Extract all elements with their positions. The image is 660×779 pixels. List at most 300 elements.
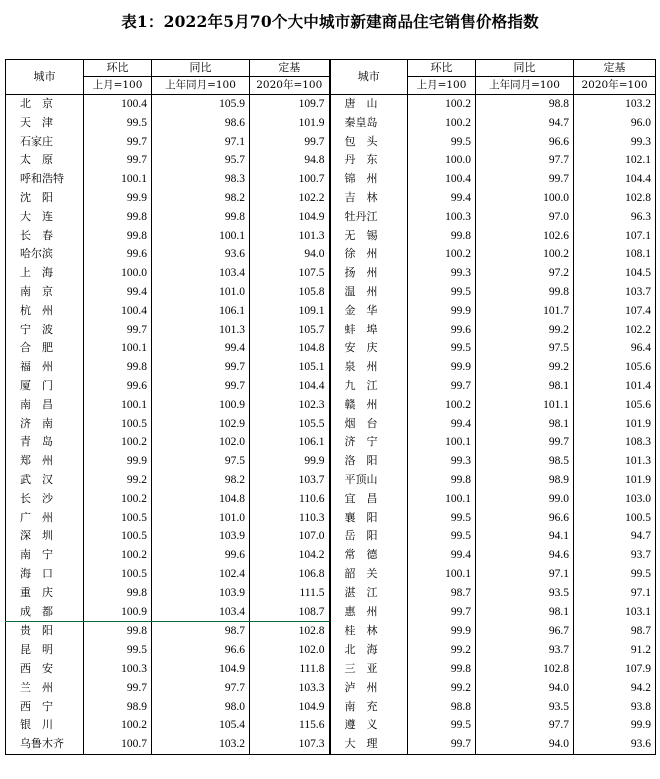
left-mom-cell: 100.0 [84,264,152,283]
right-base-cell: 103.0 [574,490,656,509]
right-mom-cell: 99.7 [408,735,476,754]
right-city-cell: 九 江 [330,377,408,396]
right-base-cell: 101.3 [574,452,656,471]
left-mom-cell: 100.7 [84,735,152,754]
table-body [6,95,656,755]
left-yoy-cell: 97.7 [152,679,250,698]
right-yoy-cell: 93.5 [476,698,574,717]
right-mom-cell: 99.6 [408,321,476,340]
left-base-cell: 115.6 [250,716,330,735]
right-city-cell: 岳 阳 [330,527,408,546]
left-mom-cell: 99.2 [84,471,152,490]
left-city-cell: 银 川 [6,716,84,735]
right-mom-cell: 100.1 [408,565,476,584]
left-yoy-cell: 103.2 [152,735,250,754]
right-mom-cell: 98.8 [408,698,476,717]
table-row [6,490,656,509]
left-yoy-cell: 96.6 [152,641,250,660]
left-base-cell: 103.3 [250,679,330,698]
right-mom-cell: 99.5 [408,527,476,546]
left-base-cell: 102.3 [250,396,330,415]
header-base-left: 定基 [250,60,330,77]
left-city-cell: 郑 州 [6,452,84,471]
left-base-cell: 110.6 [250,490,330,509]
header-city-left: 城市 [6,60,84,95]
subheader-mom-right: 上月=100 [408,77,476,95]
right-base-cell: 96.0 [574,114,656,133]
left-yoy-cell: 98.7 [152,622,250,641]
right-mom-cell: 100.0 [408,151,476,170]
right-mom-cell: 99.3 [408,452,476,471]
right-city-cell: 赣 州 [330,396,408,415]
right-city-cell: 吉 林 [330,189,408,208]
right-base-cell: 105.6 [574,358,656,377]
right-yoy-cell: 98.1 [476,415,574,434]
left-city-cell: 长 沙 [6,490,84,509]
left-mom-cell: 99.7 [84,321,152,340]
right-city-cell: 北 海 [330,641,408,660]
left-base-cell: 104.9 [250,208,330,227]
left-city-cell: 重 庆 [6,584,84,603]
header-yoy-right: 同比 [476,60,574,77]
left-yoy-cell: 104.9 [152,660,250,679]
left-city-cell: 深 圳 [6,527,84,546]
left-base-cell: 110.3 [250,509,330,528]
right-yoy-cell: 98.1 [476,377,574,396]
right-base-cell: 94.2 [574,679,656,698]
table-row [6,735,656,754]
right-mom-cell: 99.5 [408,716,476,735]
right-mom-cell: 99.4 [408,546,476,565]
right-city-cell: 牡丹江 [330,208,408,227]
left-city-cell: 天 津 [6,114,84,133]
left-base-cell: 107.0 [250,527,330,546]
right-yoy-cell: 101.7 [476,302,574,321]
right-base-cell: 101.9 [574,415,656,434]
left-city-cell: 厦 门 [6,377,84,396]
right-mom-cell: 100.2 [408,245,476,264]
right-city-cell: 平顶山 [330,471,408,490]
left-city-cell: 长 春 [6,227,84,246]
right-base-cell: 99.9 [574,716,656,735]
left-yoy-cell: 102.9 [152,415,250,434]
right-yoy-cell: 94.0 [476,735,574,754]
right-base-cell: 94.7 [574,527,656,546]
right-mom-cell: 99.7 [408,377,476,396]
right-yoy-cell: 94.0 [476,679,574,698]
subheader-yoy-left: 上年同月=100 [152,77,250,95]
right-base-cell: 91.2 [574,641,656,660]
right-city-cell: 泸 州 [330,679,408,698]
right-city-cell: 金 华 [330,302,408,321]
price-index-table [5,59,656,755]
table-row [6,603,656,622]
right-mom-cell: 99.3 [408,264,476,283]
left-base-cell: 109.1 [250,302,330,321]
left-yoy-cell: 103.9 [152,527,250,546]
right-yoy-cell: 94.6 [476,546,574,565]
right-city-cell: 徐 州 [330,245,408,264]
left-yoy-cell: 105.9 [152,95,250,114]
right-city-cell: 宜 昌 [330,490,408,509]
right-base-cell: 105.6 [574,396,656,415]
left-yoy-cell: 103.4 [152,264,250,283]
left-mom-cell: 100.3 [84,660,152,679]
right-base-cell: 103.1 [574,603,656,622]
right-yoy-cell: 99.2 [476,321,574,340]
right-yoy-cell: 98.1 [476,603,574,622]
left-yoy-cell: 99.4 [152,339,250,358]
right-base-cell: 99.3 [574,133,656,152]
right-yoy-cell: 99.0 [476,490,574,509]
right-city-cell: 湛 江 [330,584,408,603]
table-row [6,114,656,133]
left-city-cell: 南 宁 [6,546,84,565]
right-yoy-cell: 96.7 [476,622,574,641]
header-base-right: 定基 [574,60,656,77]
left-base-cell: 105.5 [250,415,330,434]
left-base-cell: 100.7 [250,170,330,189]
table-row [6,170,656,189]
left-city-cell: 贵 阳 [6,622,84,641]
right-yoy-cell: 100.2 [476,245,574,264]
right-city-cell: 无 锡 [330,227,408,246]
right-base-cell: 102.2 [574,321,656,340]
table-row [6,339,656,358]
right-base-cell: 98.7 [574,622,656,641]
left-mom-cell: 99.7 [84,151,152,170]
right-mom-cell: 99.5 [408,339,476,358]
table-row [6,546,656,565]
subheader-base-right: 2020年=100 [574,77,656,95]
table-row [6,283,656,302]
right-city-cell: 襄 阳 [330,509,408,528]
right-mom-cell: 99.7 [408,603,476,622]
right-city-cell: 丹 东 [330,151,408,170]
right-mom-cell: 100.2 [408,396,476,415]
right-yoy-cell: 99.7 [476,433,574,452]
right-mom-cell: 99.5 [408,283,476,302]
right-city-cell: 唐 山 [330,95,408,114]
right-base-cell: 108.1 [574,245,656,264]
left-mom-cell: 99.9 [84,189,152,208]
right-mom-cell: 100.2 [408,95,476,114]
left-mom-cell: 100.9 [84,603,152,622]
right-mom-cell: 99.8 [408,471,476,490]
left-city-cell: 海 口 [6,565,84,584]
left-city-cell: 成 都 [6,603,84,622]
right-mom-cell: 99.9 [408,302,476,321]
left-mom-cell: 100.1 [84,396,152,415]
right-yoy-cell: 96.6 [476,509,574,528]
right-base-cell: 108.3 [574,433,656,452]
right-mom-cell: 99.4 [408,189,476,208]
left-city-cell: 兰 州 [6,679,84,698]
right-base-cell: 99.5 [574,565,656,584]
right-mom-cell: 99.9 [408,622,476,641]
header-mom-right: 环比 [408,60,476,77]
right-city-cell: 桂 林 [330,622,408,641]
right-yoy-cell: 102.8 [476,660,574,679]
left-city-cell: 西 安 [6,660,84,679]
table-header [6,60,656,95]
right-base-cell: 101.4 [574,377,656,396]
left-yoy-cell: 98.0 [152,698,250,717]
right-base-cell: 104.4 [574,170,656,189]
left-mom-cell: 99.8 [84,227,152,246]
right-base-cell: 93.6 [574,735,656,754]
right-base-cell: 103.2 [574,95,656,114]
left-yoy-cell: 100.9 [152,396,250,415]
table-row [6,321,656,340]
header-mom-left: 环比 [84,60,152,77]
left-base-cell: 104.8 [250,339,330,358]
table-row [6,377,656,396]
table-row [6,208,656,227]
right-yoy-cell: 101.1 [476,396,574,415]
table-row [6,358,656,377]
left-yoy-cell: 93.6 [152,245,250,264]
right-city-cell: 惠 州 [330,603,408,622]
left-base-cell: 94.8 [250,151,330,170]
left-base-cell: 102.0 [250,641,330,660]
left-city-cell: 广 州 [6,509,84,528]
left-base-cell: 111.8 [250,660,330,679]
right-yoy-cell: 99.7 [476,170,574,189]
right-base-cell: 101.9 [574,471,656,490]
left-base-cell: 107.5 [250,264,330,283]
left-city-cell: 昆 明 [6,641,84,660]
left-city-cell: 武 汉 [6,471,84,490]
left-mom-cell: 99.9 [84,452,152,471]
right-yoy-cell: 98.9 [476,471,574,490]
left-mom-cell: 100.5 [84,527,152,546]
right-yoy-cell: 94.7 [476,114,574,133]
left-yoy-cell: 103.4 [152,603,250,622]
right-yoy-cell: 93.7 [476,641,574,660]
right-base-cell: 93.7 [574,546,656,565]
right-base-cell: 100.5 [574,509,656,528]
subheader-yoy-right: 上年同月=100 [476,77,574,95]
table-row [6,641,656,660]
left-yoy-cell: 105.4 [152,716,250,735]
left-mom-cell: 99.5 [84,641,152,660]
right-city-cell: 秦皇岛 [330,114,408,133]
table-row [6,698,656,717]
right-mom-cell: 100.1 [408,490,476,509]
right-city-cell: 扬 州 [330,264,408,283]
right-mom-cell: 99.2 [408,641,476,660]
left-base-cell: 105.8 [250,283,330,302]
right-city-cell: 包 头 [330,133,408,152]
left-mom-cell: 99.8 [84,208,152,227]
left-mom-cell: 100.5 [84,565,152,584]
left-mom-cell: 100.1 [84,170,152,189]
left-mom-cell: 100.2 [84,716,152,735]
header-city-right: 城市 [330,60,408,95]
left-base-cell: 105.1 [250,358,330,377]
left-city-cell: 上 海 [6,264,84,283]
table-row [6,660,656,679]
left-yoy-cell: 95.7 [152,151,250,170]
table-row [6,264,656,283]
table-row [6,509,656,528]
left-base-cell: 103.7 [250,471,330,490]
right-mom-cell: 100.4 [408,170,476,189]
right-base-cell: 103.7 [574,283,656,302]
table-row [6,527,656,546]
table-title: 表1：2022年5月70个大中城市新建商品住宅销售价格指数 [121,12,539,31]
right-yoy-cell: 102.6 [476,227,574,246]
table-row [6,95,656,114]
left-city-cell: 西 宁 [6,698,84,717]
right-yoy-cell: 97.7 [476,716,574,735]
left-city-cell: 哈尔滨 [6,245,84,264]
right-base-cell: 93.8 [574,698,656,717]
left-base-cell: 101.3 [250,227,330,246]
left-city-cell: 乌鲁木齐 [6,735,84,754]
left-mom-cell: 99.8 [84,358,152,377]
left-city-cell: 北 京 [6,95,84,114]
left-city-cell: 石家庄 [6,133,84,152]
table-row [6,716,656,735]
left-yoy-cell: 99.8 [152,208,250,227]
left-city-cell: 宁 波 [6,321,84,340]
right-base-cell: 96.4 [574,339,656,358]
left-yoy-cell: 99.6 [152,546,250,565]
subheader-mom-left: 上月=100 [84,77,152,95]
table-row [6,151,656,170]
left-base-cell: 105.7 [250,321,330,340]
table-row [6,471,656,490]
left-yoy-cell: 99.7 [152,358,250,377]
right-yoy-cell: 97.7 [476,151,574,170]
right-city-cell: 遵 义 [330,716,408,735]
right-city-cell: 温 州 [330,283,408,302]
table-row [6,622,656,641]
left-city-cell: 呼和浩特 [6,170,84,189]
right-base-cell: 107.1 [574,227,656,246]
left-base-cell: 99.9 [250,452,330,471]
table-row [6,227,656,246]
right-mom-cell: 100.2 [408,114,476,133]
right-mom-cell: 99.5 [408,509,476,528]
table-row [6,133,656,152]
left-yoy-cell: 97.1 [152,133,250,152]
left-base-cell: 104.4 [250,377,330,396]
right-mom-cell: 98.7 [408,584,476,603]
table-row [6,452,656,471]
right-yoy-cell: 99.2 [476,358,574,377]
left-city-cell: 杭 州 [6,302,84,321]
left-yoy-cell: 97.5 [152,452,250,471]
left-mom-cell: 100.2 [84,546,152,565]
left-base-cell: 94.0 [250,245,330,264]
left-mom-cell: 100.4 [84,302,152,321]
right-base-cell: 107.4 [574,302,656,321]
left-mom-cell: 100.4 [84,95,152,114]
table-row [6,679,656,698]
table-row [6,245,656,264]
right-mom-cell: 99.4 [408,415,476,434]
right-city-cell: 泉 州 [330,358,408,377]
left-city-cell: 青 岛 [6,433,84,452]
header-yoy-left: 同比 [152,60,250,77]
left-yoy-cell: 99.7 [152,377,250,396]
table-row [6,302,656,321]
left-mom-cell: 100.2 [84,433,152,452]
right-yoy-cell: 98.5 [476,452,574,471]
left-mom-cell: 99.6 [84,245,152,264]
left-base-cell: 108.7 [250,603,330,622]
left-mom-cell: 100.2 [84,490,152,509]
right-mom-cell: 100.3 [408,208,476,227]
right-yoy-cell: 96.6 [476,133,574,152]
left-yoy-cell: 102.4 [152,565,250,584]
table-row [6,584,656,603]
left-base-cell: 102.2 [250,189,330,208]
left-base-cell: 111.5 [250,584,330,603]
right-city-cell: 济 宁 [330,433,408,452]
right-city-cell: 烟 台 [330,415,408,434]
left-mom-cell: 99.4 [84,283,152,302]
left-yoy-cell: 98.2 [152,189,250,208]
table-row [6,189,656,208]
right-yoy-cell: 99.8 [476,283,574,302]
right-base-cell: 102.8 [574,189,656,208]
left-city-cell: 济 南 [6,415,84,434]
right-mom-cell: 99.2 [408,679,476,698]
left-yoy-cell: 100.1 [152,227,250,246]
left-mom-cell: 99.8 [84,622,152,641]
subheader-base-left: 2020年=100 [250,77,330,95]
left-yoy-cell: 98.2 [152,471,250,490]
left-mom-cell: 100.5 [84,509,152,528]
table-row [6,415,656,434]
right-mom-cell: 99.8 [408,227,476,246]
right-city-cell: 大 理 [330,735,408,754]
right-yoy-cell: 93.5 [476,584,574,603]
right-base-cell: 102.1 [574,151,656,170]
left-city-cell: 大 连 [6,208,84,227]
left-yoy-cell: 98.3 [152,170,250,189]
left-base-cell: 104.9 [250,698,330,717]
right-yoy-cell: 100.0 [476,189,574,208]
left-yoy-cell: 98.6 [152,114,250,133]
table-row [6,396,656,415]
left-city-cell: 福 州 [6,358,84,377]
right-city-cell: 洛 阳 [330,452,408,471]
right-city-cell: 常 德 [330,546,408,565]
right-city-cell: 南 充 [330,698,408,717]
left-base-cell: 104.2 [250,546,330,565]
right-city-cell: 安 庆 [330,339,408,358]
left-mom-cell: 99.7 [84,679,152,698]
left-mom-cell: 99.5 [84,114,152,133]
right-yoy-cell: 98.8 [476,95,574,114]
right-city-cell: 韶 关 [330,565,408,584]
right-mom-cell: 100.1 [408,433,476,452]
left-yoy-cell: 106.1 [152,302,250,321]
right-mom-cell: 99.5 [408,133,476,152]
left-yoy-cell: 103.9 [152,584,250,603]
right-mom-cell: 99.9 [408,358,476,377]
left-city-cell: 太 原 [6,151,84,170]
left-base-cell: 106.1 [250,433,330,452]
right-yoy-cell: 97.1 [476,565,574,584]
left-city-cell: 沈 阳 [6,189,84,208]
left-mom-cell: 99.7 [84,133,152,152]
